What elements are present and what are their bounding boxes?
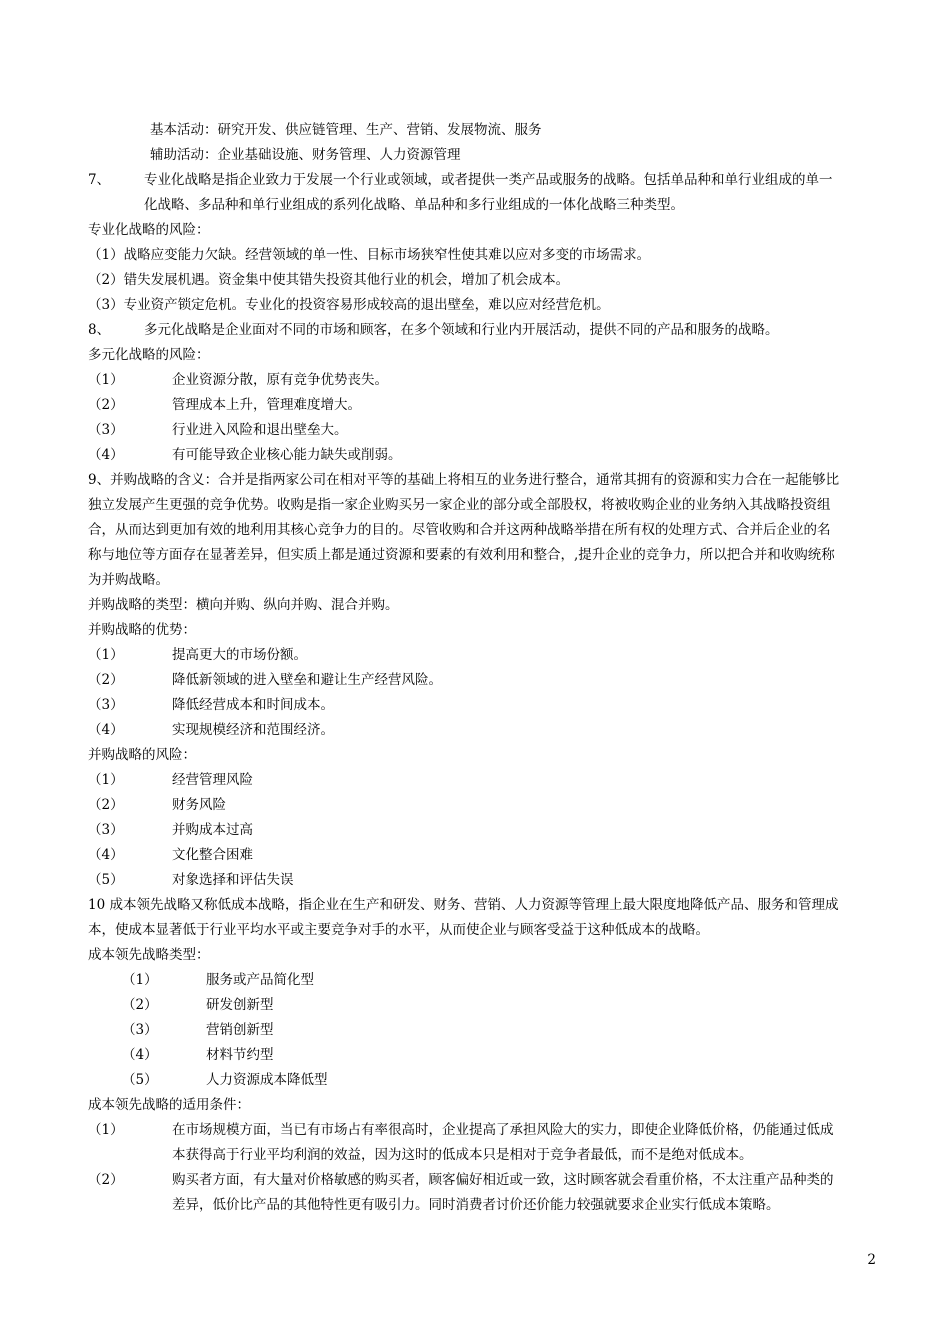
text-line: 专业化战略是指企业致力于发展一个行业或领域，或者提供一类产品或服务的战略。包括单品种和单行业组成的单一 — [144, 172, 833, 188]
list-number: （3） — [88, 697, 124, 713]
list-item: 并购成本过高 — [172, 822, 253, 838]
section-heading: 成本领先战略类型： — [88, 947, 210, 963]
list-item: 服务或产品简化型 — [206, 972, 314, 988]
list-number: （3） — [88, 422, 124, 438]
paragraph-line: 独立发展产生更强的竞争优势。收购是指一家企业购买另一家企业的部分或全部股权，将被收购企业的业务纳入其战略投资组 — [88, 497, 831, 513]
list-number: （1） — [88, 772, 124, 788]
list-item: 行业进入风险和退出壁垒大。 — [172, 422, 348, 438]
list-item: 管理成本上升，管理难度增大。 — [172, 397, 361, 413]
paragraph-line: 本，使成本显著低于行业平均水平或主要竞争对手的水平，从而使企业与顾客受益于这种低成本的战略。 — [88, 922, 709, 938]
list-item: 文化整合困难 — [172, 847, 253, 863]
page-number: 2 — [867, 1252, 876, 1268]
text-line: 基本活动：研究开发、供应链管理、生产、营销、发展物流、服务 — [150, 122, 542, 138]
item-number: 7、 — [88, 172, 111, 188]
list-item: 人力资源成本降低型 — [206, 1072, 328, 1088]
list-item: 降低新领域的进入壁垒和避让生产经营风险。 — [172, 672, 442, 688]
list-item: 财务风险 — [172, 797, 226, 813]
list-item: 对象选择和评估失误 — [172, 872, 294, 888]
list-number: （1） — [88, 1122, 124, 1138]
list-number: （4） — [88, 447, 124, 463]
list-item: 降低经营成本和时间成本。 — [172, 697, 334, 713]
section-heading: 多元化战略的风险： — [88, 347, 210, 363]
list-number: （2） — [88, 797, 124, 813]
list-item-continued: 本获得高于行业平均利润的效益，因为这时的低成本只是相对于竞争者最低，而不是绝对低成本。 — [172, 1147, 753, 1163]
paragraph-line: 9、并购战略的含义：合并是指两家公司在相对平等的基础上将相互的业务进行整合，通常其拥有的资源和实力合在一起能够比 — [88, 472, 840, 488]
list-item: 购买者方面，有大量对价格敏感的购买者，顾客偏好相近或一致，这时顾客就会看重价格，不太注重产品种类的 — [172, 1172, 834, 1188]
item-number: 8、 — [88, 322, 111, 338]
list-number: （3） — [88, 822, 124, 838]
list-number: （3） — [122, 1022, 158, 1038]
list-item: 经营管理风险 — [172, 772, 253, 788]
section-heading: 专业化战略的风险： — [88, 222, 210, 238]
list-number: （2） — [122, 997, 158, 1013]
list-item: 企业资源分散，原有竞争优势丧失。 — [172, 372, 388, 388]
list-number: （4） — [122, 1047, 158, 1063]
section-heading: 成本领先战略的适用条件： — [88, 1097, 250, 1113]
list-number: （1） — [122, 972, 158, 988]
list-item: 提高更大的市场份额。 — [172, 647, 307, 663]
list-item: 在市场规模方面，当已有市场占有率很高时，企业提高了承担风险大的实力，即使企业降低价格，仍能通过低成 — [172, 1122, 834, 1138]
list-number: （2） — [88, 1172, 124, 1188]
list-item: （1）战略应变能力欠缺。经营领域的单一性、目标市场狭窄性使其难以应对多变的市场需求。 — [88, 247, 651, 263]
list-number: （2） — [88, 672, 124, 688]
list-number: （1） — [88, 647, 124, 663]
list-number: （5） — [122, 1072, 158, 1088]
list-item: 实现规模经济和范围经济。 — [172, 722, 334, 738]
list-number: （4） — [88, 847, 124, 863]
list-item: 研发创新型 — [206, 997, 274, 1013]
list-item: 有可能导致企业核心能力缺失或削弱。 — [172, 447, 402, 463]
paragraph-line: 为并购战略。 — [88, 572, 169, 588]
text-line: 并购战略的类型：横向并购、纵向并购、混合并购。 — [88, 597, 399, 613]
text-line: 辅助活动：企业基础设施、财务管理、人力资源管理 — [150, 147, 461, 163]
list-item: （2）错失发展机遇。资金集中使其错失投资其他行业的机会，增加了机会成本。 — [88, 272, 570, 288]
text-line: 化战略、多品种和单行业组成的系列化战略、单品种和多行业组成的一体化战略三种类型。 — [144, 197, 684, 213]
list-number: （4） — [88, 722, 124, 738]
paragraph-line: 称与地位等方面存在显著差异，但实质上都是通过资源和要素的有效利用和整合，,提升企业的竞争力，所以把合并和收购统称 — [88, 547, 835, 563]
paragraph-line: 10 成本领先战略又称低成本战略，指企业在生产和研发、财务、营销、人力资源等管理上最大限度地降低产品、服务和管理成 — [88, 897, 839, 913]
list-item: （3）专业资产锁定危机。专业化的投资容易形成较高的退出壁垒，难以应对经营危机。 — [88, 297, 610, 313]
list-number: （5） — [88, 872, 124, 888]
text-line: 多元化战略是企业面对不同的市场和顾客，在多个领域和行业内开展活动，提供不同的产品和服务的战略。 — [144, 322, 779, 338]
section-heading: 并购战略的优势： — [88, 622, 196, 638]
list-item: 材料节约型 — [206, 1047, 274, 1063]
list-number: （2） — [88, 397, 124, 413]
list-number: （1） — [88, 372, 124, 388]
section-heading: 并购战略的风险： — [88, 747, 196, 763]
paragraph-line: 合，从而达到更加有效的地利用其核心竞争力的目的。尽管收购和合并这两种战略举措在所有权的处理方式、合并后企业的名 — [88, 522, 831, 538]
list-item: 营销创新型 — [206, 1022, 274, 1038]
list-item-continued: 差异，低价比产品的其他特性更有吸引力。同时消费者讨价还价能力较强就要求企业实行低成本策略。 — [172, 1197, 780, 1213]
